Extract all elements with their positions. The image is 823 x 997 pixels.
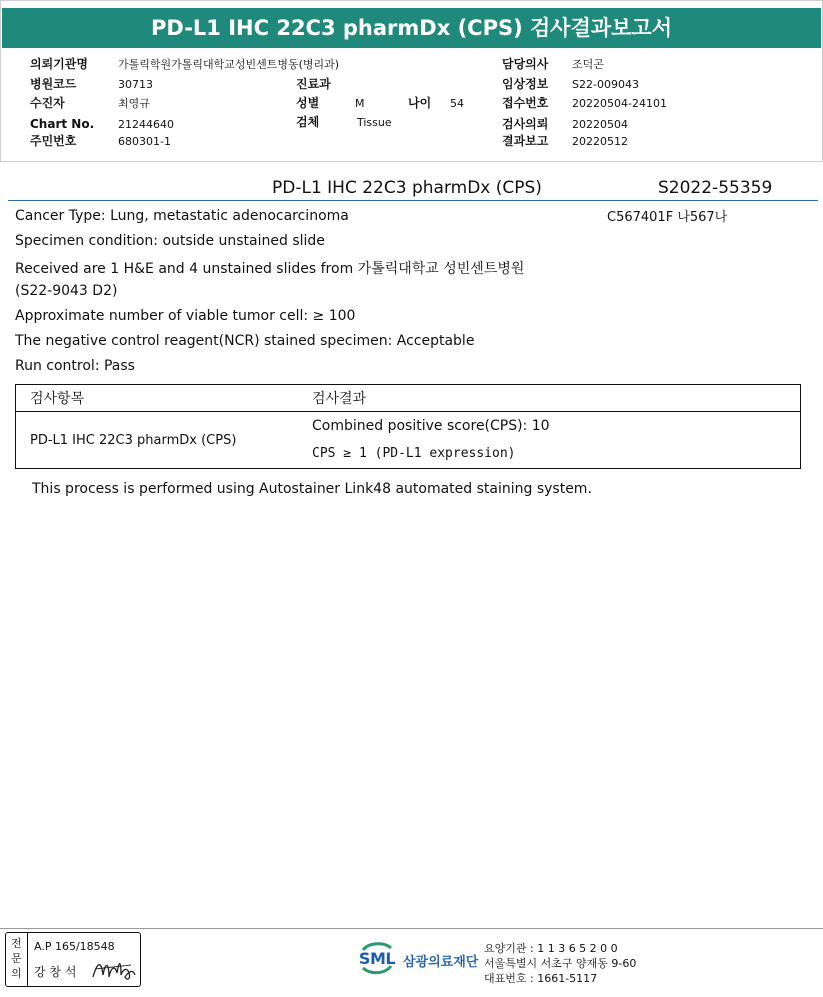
label-patient-name: 수진자 xyxy=(30,96,65,110)
logo-text: SML xyxy=(358,949,396,968)
value-receipt-no: 20220504-24101 xyxy=(572,97,667,110)
received-slides-line: Received are 1 H&E and 4 unstained slides from 가톨릭대학교 성빈센트병원 xyxy=(15,261,525,277)
institution-code: 요양기관 : 1 1 3 6 5 2 0 0 xyxy=(484,942,618,955)
label-age: 나이 xyxy=(408,96,432,110)
vertical-char-1: 전 xyxy=(11,937,22,950)
label-physician: 담당의사 xyxy=(502,57,549,71)
result-table-header xyxy=(16,385,801,412)
run-control-line: Run control: Pass xyxy=(15,358,135,374)
slide-id-line: (S22-9043 D2) xyxy=(15,283,118,299)
value-physician: 조덕곤 xyxy=(572,58,604,71)
label-resident-no: 주민번호 xyxy=(30,134,77,148)
process-note: This process is performed using Autostainer Link48 automated staining system. xyxy=(32,481,592,497)
value-chart-no: 21244640 xyxy=(118,118,174,131)
test-result-cell xyxy=(312,412,801,469)
value-sex: M xyxy=(355,97,365,110)
company-address: 서울특별시 서초구 양재동 9-60 xyxy=(484,957,637,970)
company-phone: 대표번호 : 1661-5117 xyxy=(484,972,598,985)
result-table xyxy=(15,384,801,469)
value-specimen: Tissue xyxy=(357,116,392,129)
vertical-char-2: 문 xyxy=(11,952,22,965)
label-sex: 성별 xyxy=(296,96,320,110)
value-clinical-info: S22-009043 xyxy=(572,78,639,91)
report-sub-code: C567401F 나567나 xyxy=(607,210,728,225)
label-request-date: 검사의뢰 xyxy=(502,117,549,131)
footer-divider xyxy=(0,928,823,929)
negative-control-line: The negative control reagent(NCR) stained specimen: Acceptable xyxy=(15,333,475,349)
report-number: S2022-55359 xyxy=(658,178,773,198)
pathologist-box xyxy=(5,932,141,987)
label-clinical-info: 임상정보 xyxy=(502,77,549,91)
company-name: 삼광의료재단 xyxy=(403,955,479,970)
value-age: 54 xyxy=(450,97,464,110)
value-request-date: 20220504 xyxy=(572,118,628,131)
test-item-name: PD-L1 IHC 22C3 pharmDx (CPS) xyxy=(16,412,313,469)
header-test-item: 검사항목 xyxy=(16,385,313,412)
cancer-type-line: Cancer Type: Lung, metastatic adenocarcinoma xyxy=(15,208,349,224)
specimen-condition-line: Specimen condition: outside unstained slide xyxy=(15,233,325,249)
specialist-vertical-label xyxy=(6,933,28,986)
info-row-institution xyxy=(30,57,88,72)
label-chart-no: Chart No. xyxy=(30,117,95,131)
report-test-title: PD-L1 IHC 22C3 pharmDx (CPS) xyxy=(272,178,542,198)
cps-interpretation: CPS ≥ 1 (PD-L1 expression) xyxy=(312,446,516,461)
value-hospital-code: 30713 xyxy=(118,78,153,91)
signature-image xyxy=(91,955,137,983)
label-institution: 의뢰기관명 xyxy=(30,57,88,71)
title-divider xyxy=(8,200,818,201)
report-header-title: PD-L1 IHC 22C3 pharmDx (CPS) 검사결과보고서 xyxy=(2,8,821,48)
value-resident-no: 680301-1 xyxy=(118,135,171,148)
cps-score: Combined positive score(CPS): 10 xyxy=(312,418,550,434)
label-specimen: 검체 xyxy=(296,115,320,129)
label-hospital-code: 병원코드 xyxy=(30,77,77,91)
tumor-cell-line: Approximate number of viable tumor cell: ≥ 100 xyxy=(15,308,356,324)
result-table-row xyxy=(16,412,801,469)
label-report-date: 결과보고 xyxy=(502,134,549,148)
vertical-char-3: 의 xyxy=(11,967,22,980)
label-department: 진료과 xyxy=(296,77,331,91)
pathologist-name: 강 창 석 xyxy=(34,965,77,979)
header-test-result: 검사결과 xyxy=(312,385,801,412)
value-institution: 가톨릭학원가톨릭대학교성빈센트병동(병리과) xyxy=(118,58,340,71)
ap-number: A.P 165/18548 xyxy=(34,940,115,953)
value-report-date: 20220512 xyxy=(572,135,628,148)
value-patient-name: 최영규 xyxy=(118,97,150,110)
sml-logo xyxy=(357,940,397,976)
label-receipt-no: 접수번호 xyxy=(502,96,549,110)
